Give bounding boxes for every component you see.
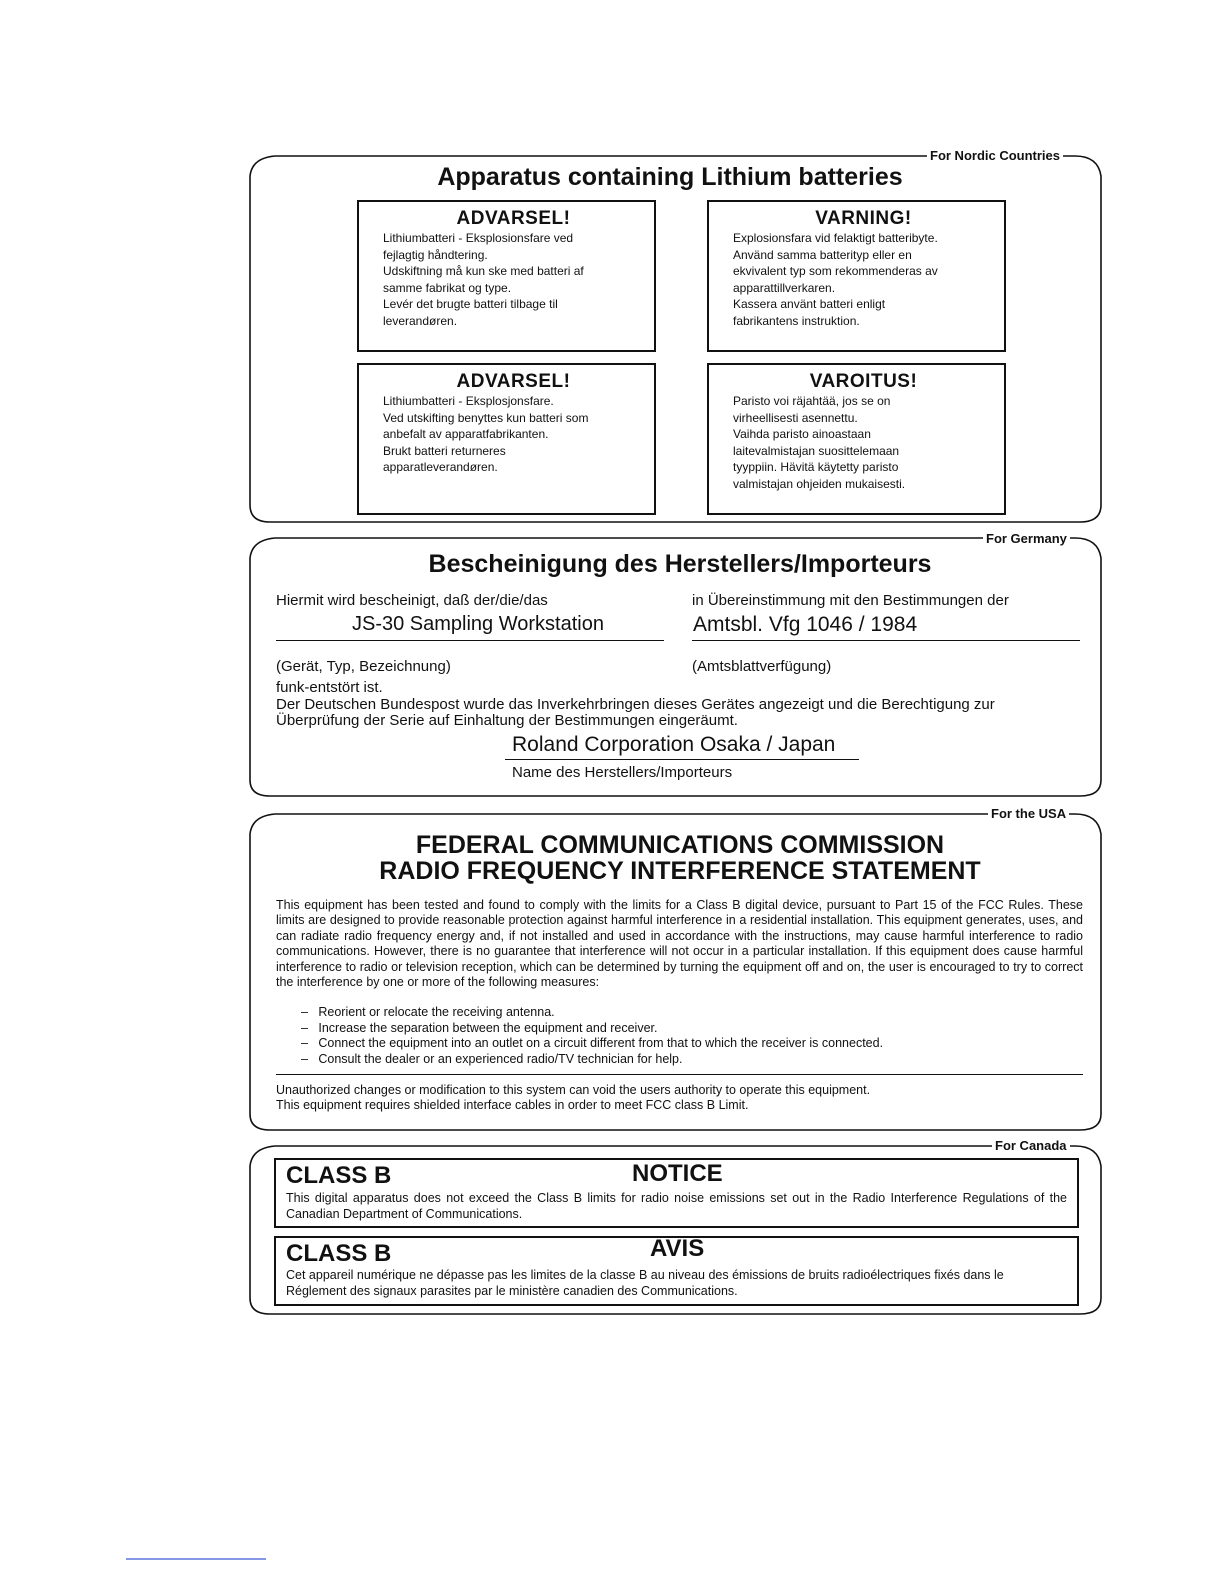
germany-left-caption: (Gerät, Typ, Bezeichnung) bbox=[276, 658, 451, 675]
box-line: Lithiumbatteri - Eksplosionsfare ved bbox=[383, 231, 574, 245]
box-line: Paristo voi räjahtää, jos se on bbox=[733, 394, 891, 408]
class-label: CLASS B bbox=[286, 1162, 392, 1189]
box-line: leverandøren. bbox=[383, 313, 458, 328]
germany-device-name: JS-30 Sampling Workstation bbox=[352, 613, 604, 635]
measure-text: Reorient or relocate the receiving antenna. bbox=[318, 1005, 555, 1019]
region-label-germany: For Germany bbox=[983, 531, 1070, 546]
region-label-nordic: For Nordic Countries bbox=[927, 148, 1063, 163]
box-line: Explosionsfara vid felaktigt batteribyte. bbox=[733, 231, 938, 245]
fcc-measure: – Connect the equipment into an outlet on a circuit different from that to which the receiver is connected. bbox=[301, 1036, 884, 1050]
germany-right-intro: in Übereinstimmung mit den Bestimmungen der bbox=[692, 592, 1009, 609]
notice-text: This digital apparatus does not exceed the Class B limits for radio noise emissions set out in the Radio Interference Regulations of the Canadian Department of Communications. bbox=[286, 1191, 1067, 1221]
region-label-usa: For the USA bbox=[988, 806, 1069, 821]
box-line: fejlagtig håndtering. bbox=[383, 247, 488, 262]
fcc-divider bbox=[276, 1074, 1083, 1075]
box-line: Lithiumbatteri - Eksplosjonsfare. bbox=[383, 394, 554, 408]
germany-regulation: Amtsbl. Vfg 1046 / 1984 bbox=[693, 613, 918, 636]
box-line: anbefalt av apparatfabrikanten. bbox=[383, 427, 549, 441]
measure-text: Consult the dealer or an experienced radio/TV technician for help. bbox=[318, 1052, 683, 1066]
box-line: Levér det brugte batteri tilbage til bbox=[383, 297, 558, 311]
usa-title-2: RADIO FREQUENCY INTERFERENCE STATEMENT bbox=[379, 857, 981, 885]
germany-left-intro: Hiermit wird bescheinigt, daß der/die/das bbox=[276, 592, 548, 609]
device-underline bbox=[276, 640, 664, 641]
box-heading: ADVARSEL! bbox=[456, 371, 571, 392]
germany-manufacturer-caption: Name des Herstellers/Importeurs bbox=[512, 764, 733, 781]
box-line: apparattillverkaren. bbox=[733, 280, 836, 295]
germany-line-3: Überprüfung der Serie auf Einhaltung der Bestimmungen eingeräumt. bbox=[276, 712, 738, 729]
germany-right-caption: (Amtsblattverfügung) bbox=[692, 658, 832, 675]
box-line: laitevalmistajan suosittelemaan bbox=[733, 443, 900, 458]
fcc-measure: – Increase the separation between the equipment and receiver. bbox=[301, 1021, 658, 1035]
regulation-underline bbox=[692, 640, 1080, 641]
box-line: fabrikantens instruktion. bbox=[733, 313, 860, 328]
fcc-paragraph: This equipment has been tested and found to comply with the limits for a Class B digital device, pursuant to Part 15 of the FCC Rules. These limits are designed to provide reasonable protection against harmful interference in a residential installation. This equipment generates, uses, and can radiate radio frequency energy and, if not installed and used in accordance with the instructions, may cause harmful interference to radio communications. However, there is no guarantee that interference will not occur in a particular installation. If this equipment does cause harmful interference to radio or television reception, which can be determined by turning the equipment off and on, the user is encouraged to try to correct the interference by one or more of the following measures: bbox=[276, 898, 1083, 990]
germany-title: Bescheinigung des Herstellers/Importeurs bbox=[428, 550, 932, 578]
box-line: Använd samma batterityp eller en bbox=[733, 247, 912, 262]
germany-line-2: Der Deutschen Bundespost wurde das Inverkehrbringen dieses Gerätes angezeigt und die Berechtigung zur bbox=[276, 696, 995, 713]
box-line: valmistajan ohjeiden mukaisesti. bbox=[733, 476, 906, 491]
box-line: Brukt batteri returneres bbox=[383, 443, 506, 458]
warning-box-finnish bbox=[707, 363, 1006, 515]
box-line: ekvivalent typ som rekommenderas av bbox=[733, 264, 938, 278]
box-line: tyyppiin. Hävitä käytetty paristo bbox=[733, 460, 899, 474]
notice-title: NOTICE bbox=[632, 1160, 723, 1187]
box-heading: VAROITUS! bbox=[809, 371, 918, 392]
fcc-footer-2: This equipment requires shielded interface cables in order to meet FCC class B Limit. bbox=[276, 1098, 749, 1112]
measure-text: Connect the equipment into an outlet on a circuit different from that to which the receiver is connected. bbox=[318, 1036, 884, 1050]
box-line: apparatleverandøren. bbox=[383, 460, 498, 474]
box-heading: ADVARSEL! bbox=[456, 208, 571, 229]
box-line: virheellisesti asennettu. bbox=[733, 410, 858, 425]
box-line: Ved utskifting benyttes kun batteri som bbox=[383, 410, 589, 425]
box-line: Vaihda paristo ainoastaan bbox=[733, 427, 871, 441]
manufacturer-underline bbox=[505, 759, 859, 760]
canada-notice-box bbox=[274, 1158, 1079, 1228]
warning-box-norwegian bbox=[357, 363, 656, 515]
avis-title: AVIS bbox=[650, 1235, 705, 1262]
box-line: Kassera använt batteri enligt bbox=[733, 297, 886, 311]
warning-box-danish bbox=[357, 200, 656, 352]
usa-title-1: FEDERAL COMMUNICATIONS COMMISSION bbox=[415, 831, 945, 859]
avis-text: Cet appareil numérique ne dépasse pas les limites de la classe B au niveau des émissions de bruits radioélectriques fixés dans le Réglement des signaux parasites par le ministère canadien des Communications. bbox=[286, 1268, 1004, 1298]
canada-avis-box bbox=[274, 1236, 1079, 1306]
box-line: samme fabrikat og type. bbox=[383, 280, 512, 295]
box-line: Udskiftning må kun ske med batteri af bbox=[383, 264, 584, 278]
box-heading: VARNING! bbox=[815, 208, 912, 229]
measure-text: Increase the separation between the equipment and receiver. bbox=[318, 1021, 658, 1035]
warning-box-swedish bbox=[707, 200, 1006, 352]
region-label-canada: For Canada bbox=[992, 1138, 1070, 1153]
fcc-footer-1: Unauthorized changes or modification to this system can void the users authority to operate this equipment. bbox=[276, 1083, 871, 1097]
germany-line-1: funk-entstört ist. bbox=[276, 679, 383, 696]
fcc-measure: – Reorient or relocate the receiving antenna. bbox=[301, 1005, 555, 1019]
class-label: CLASS B bbox=[286, 1240, 392, 1267]
germany-manufacturer: Roland Corporation Osaka / Japan bbox=[512, 733, 836, 756]
fcc-measure: – Consult the dealer or an experienced radio/TV technician for help. bbox=[301, 1052, 683, 1066]
nordic-title: Apparatus containing Lithium batteries bbox=[437, 163, 903, 191]
